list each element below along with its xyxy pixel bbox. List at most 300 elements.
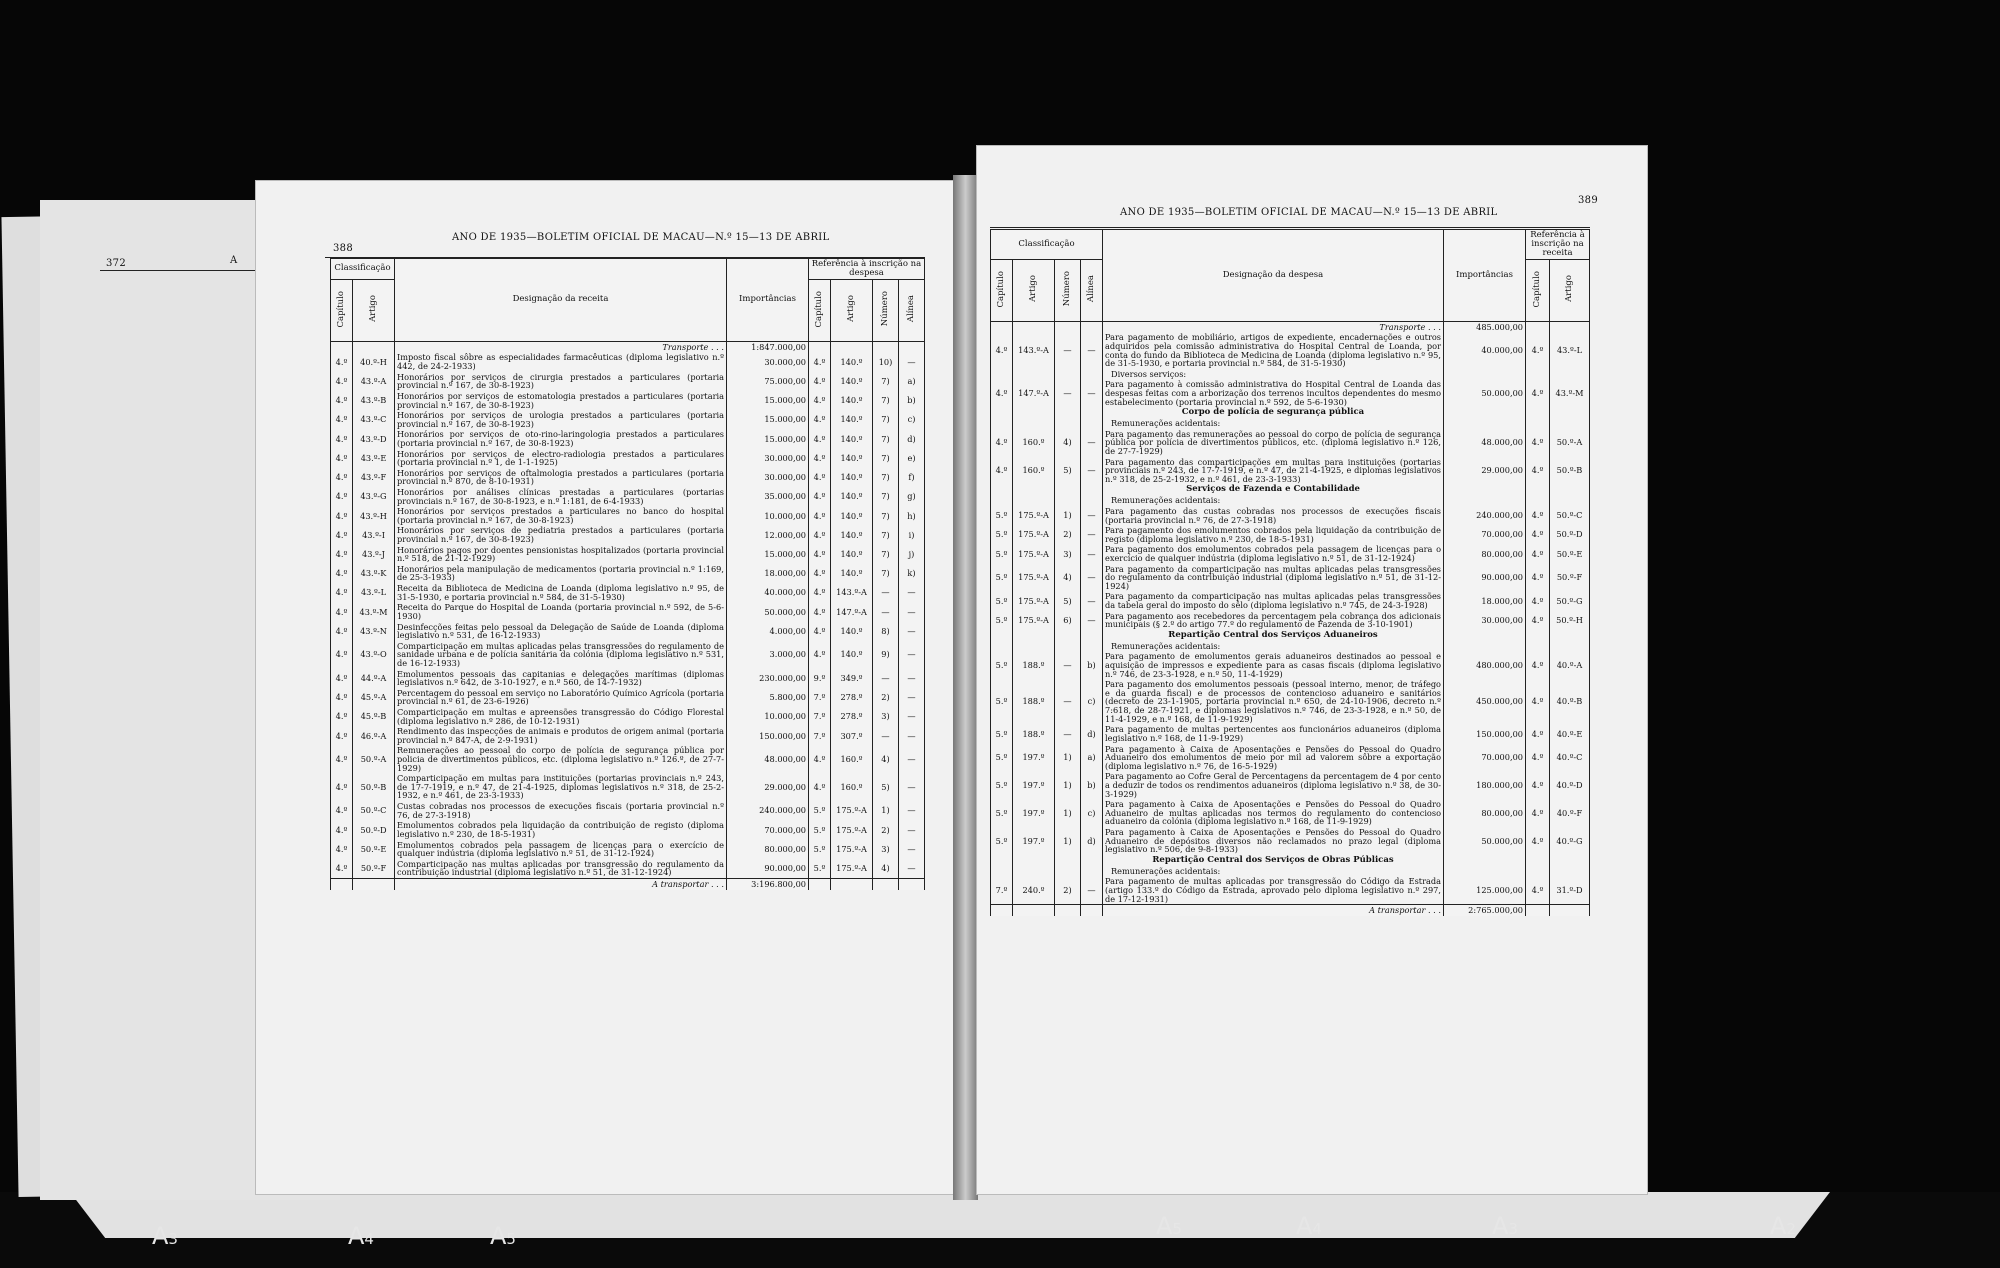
ref-artigo-cell: 307.º [831,726,873,745]
ref-numero-cell: 2) [873,820,899,839]
importancia-cell: 18.000,00 [727,564,809,583]
table-row [331,583,925,602]
col-classificacao: Classificação [991,230,1103,260]
designacao-cell: Percentagem do pessoal em serviço no Laboratório Químico Agrícola (portaria provincial n.º 61, de 23-6-1926) [395,688,727,707]
ref-artigo-cell: 50.º-A [1550,429,1590,457]
ref-artigo-cell: 40.º-G [1550,827,1590,855]
designacao-cell: Honorários por serviços de oftalmologia prestados a particulares (portaria provincial n.º 870, de 8-10-1931) [395,468,727,487]
capitulo-cell: 4.º [331,468,353,487]
artigo-cell: 188.º [1013,679,1055,724]
designacao-cell: Remunerações ao pessoal do corpo de polícia de segurança pública por policia de divertimentos públicos, etc. (diploma legislativo n.º 126.º, de 27-7-1929) [395,745,727,773]
ref-artigo-cell: 140.º [831,641,873,669]
artigo-cell: 50.º-A [353,745,395,773]
table-row [331,726,925,745]
right-page-number: 389 [1578,195,1598,206]
designacao-cell: Para pagamento das custas cobradas nos processos de execuções fiscais (portaria provincial n.º 76, de 27-3-1918) [1103,506,1444,525]
importancia-cell: 40.000,00 [1444,332,1526,368]
ref-artigo-cell: 160.º [831,745,873,773]
right-page-header: ANO DE 1935—BOLETIM OFICIAL DE MACAU—N.º 15—13 DE ABRIL [1120,207,1498,218]
table-row [331,410,925,429]
table-row [331,372,925,391]
numero-cell: — [1055,651,1081,679]
numero-cell: 1) [1055,506,1081,525]
col-designacao-receita: Designação da receita [395,259,727,342]
numero-cell: — [1055,679,1081,724]
ref-capitulo-cell: 4.º [809,372,831,391]
importancia-cell: 80.000,00 [727,840,809,859]
subheading: Remunerações acidentais: [1103,866,1444,877]
ref-artigo-cell: 31.º-D [1550,876,1590,904]
ref-artigo-cell: 40.º-E [1550,724,1590,743]
table-row [331,506,925,525]
left-page-number: 388 [333,243,353,254]
capitulo-cell: 5.º [991,744,1013,772]
col-importancias: Importâncias [1444,230,1526,322]
ref-artigo-cell: 160.º [831,773,873,801]
numero-cell: — [1055,724,1081,743]
artigo-cell: 43.º-B [353,391,395,410]
capitulo-cell: 4.º [331,391,353,410]
ref-alinea-cell: — [899,773,925,801]
importancia-cell: 29.000,00 [1444,457,1526,485]
ref-capitulo-cell: 4.º [809,545,831,564]
designacao-cell: Emolumentos cobrados pela passagem de licenças para o exercício de qualquer indústria (diploma legislativo n.º 51, de 31-12-1924) [395,840,727,859]
ref-capitulo-cell: 4.º [809,641,831,669]
ref-artigo-cell: 140.º [831,564,873,583]
ref-capitulo-cell: 4.º [809,525,831,544]
table-row [991,564,1590,592]
numero-cell: 2) [1055,525,1081,544]
ref-capitulo-cell: 4.º [1526,506,1550,525]
designacao-cell: Comparticipação em multas e apreensões transgressão do Código Florestal (diploma legislativo n.º 286, de 10-12-1931) [395,707,727,726]
ref-capitulo-cell: 4.º [809,602,831,621]
table-row [991,525,1590,544]
ref-numero-cell: — [873,583,899,602]
artigo-cell: 43.º-O [353,641,395,669]
alinea-cell: — [1081,506,1103,525]
film-marker-number: 3 [1508,1220,1518,1238]
table-row [331,688,925,707]
film-marker-number: 2 [1786,1220,1796,1238]
film-marker-number: 4 [1312,1220,1322,1238]
ref-artigo-cell: 140.º [831,487,873,506]
capitulo-cell: 5.º [991,611,1013,630]
numero-cell: — [1055,379,1081,407]
ref-capitulo-cell: 4.º [809,410,831,429]
table-row [991,591,1590,610]
left-page [255,180,955,1195]
col-capitulo: Capítulo [996,270,1007,308]
designacao-cell: Para pagamento de mobiliário, artigos de expediente, encadernações e outros adquiridos pela comissão administrativa do Hospital Central de Loanda, por conta do fundo da Biblioteca de Medicina de Loanda (diploma legislativo n.º 95, de 31-5-1930, e portaria provincial n.º 584, de 31-5-1930) [1103,332,1444,368]
ref-capitulo-cell: 4.º [1526,744,1550,772]
section-heading: Repartição Central dos Serviços Aduaneiros [1103,630,1444,641]
ref-capitulo-cell: 4.º [809,583,831,602]
ref-capitulo-cell: 4.º [1526,564,1550,592]
capitulo-cell: 4.º [331,506,353,525]
numero-cell: 5) [1055,457,1081,485]
importancia-cell: 240.000,00 [727,801,809,820]
alinea-cell: — [1081,564,1103,592]
col-ref-capitulo: Capítulo [1532,270,1543,308]
ref-numero-cell: 1) [873,801,899,820]
artigo-cell: 160.º [1013,429,1055,457]
capitulo-cell: 4.º [991,332,1013,368]
ref-artigo-cell: 140.º [831,391,873,410]
designacao-cell: Honorários por serviços de estomatologia prestados a particulares (portaria provincial n.º 167, de 30-8-1923) [395,391,727,410]
table-row [331,525,925,544]
ref-alinea-cell: — [899,707,925,726]
ref-capitulo-cell: 4.º [809,745,831,773]
ref-capitulo-cell: 7.º [809,726,831,745]
under-page-number: 372 [106,258,126,269]
ref-capitulo-cell: 5.º [809,840,831,859]
col-numero: Número [1062,271,1073,307]
film-markers-left [0,1222,1000,1262]
left-page-header: ANO DE 1935—BOLETIM OFICIAL DE MACAU—N.º 15—13 DE ABRIL [452,232,830,243]
artigo-cell: 45.º-A [353,688,395,707]
ref-artigo-cell: 40.º-F [1550,799,1590,827]
transport-label: Transporte . . . [1103,321,1444,332]
table-row [991,379,1590,407]
table-row [991,611,1590,630]
ref-alinea-cell: i) [899,525,925,544]
capitulo-cell: 4.º [331,525,353,544]
table-row [991,679,1590,724]
capitulo-cell: 4.º [991,429,1013,457]
section-heading-row [991,407,1590,418]
ref-artigo-cell: 50.º-D [1550,525,1590,544]
artigo-cell: 43.º-K [353,564,395,583]
importancia-cell: 480.000,00 [1444,651,1526,679]
ref-capitulo-cell: 4.º [809,429,831,448]
ref-artigo-cell: 175.º-A [831,840,873,859]
film-marker-letter: A [1156,1212,1173,1240]
capitulo-cell: 4.º [331,840,353,859]
designacao-cell: Desinfecções feitas pelo pessoal da Delegação de Saúde de Loanda (diploma legislativo n.º 531, de 16-12-1933) [395,622,727,641]
alinea-cell: b) [1081,651,1103,679]
numero-cell: 6) [1055,611,1081,630]
transport-row [991,321,1590,332]
col-importancias: Importâncias [727,259,809,342]
film-marker-number: 5 [1172,1220,1182,1238]
transport-value: 485.000,00 [1444,321,1526,332]
artigo-cell: 43.º-L [353,583,395,602]
capitulo-cell: 4.º [331,372,353,391]
table-row [991,544,1590,563]
artigo-cell: 188.º [1013,651,1055,679]
ref-alinea-cell: h) [899,506,925,525]
importancia-cell: 70.000,00 [1444,744,1526,772]
ref-numero-cell: 7) [873,449,899,468]
designacao-cell: Para pagamento à Caixa de Aposentações e Pensões do Pessoal do Quadro Aduaneiro de depósitos diversos não reclamados no prazo legal (diploma legislativo n.º 506, de 9-8-1933) [1103,827,1444,855]
numero-cell: 3) [1055,544,1081,563]
subheading-row [991,495,1590,506]
ref-alinea-cell: f) [899,468,925,487]
alinea-cell: — [1081,429,1103,457]
importancia-cell: 75.000,00 [727,372,809,391]
ref-capitulo-cell: 4.º [809,506,831,525]
ref-capitulo-cell: 4.º [1526,679,1550,724]
ref-numero-cell: 7) [873,468,899,487]
section-heading-row [991,855,1590,866]
ref-artigo-cell: 278.º [831,707,873,726]
importancia-cell: 5.800,00 [727,688,809,707]
ref-alinea-cell: k) [899,564,925,583]
ref-numero-cell: 7) [873,487,899,506]
ref-capitulo-cell: 9.º [809,669,831,688]
ref-capitulo-cell: 5.º [809,801,831,820]
table-row [331,745,925,773]
table-row [991,429,1590,457]
capitulo-cell: 4.º [331,583,353,602]
alinea-cell: c) [1081,679,1103,724]
capitulo-cell: 4.º [331,352,353,371]
capitulo-cell: 4.º [331,602,353,621]
table-row [331,352,925,371]
numero-cell: 4) [1055,564,1081,592]
ref-numero-cell: — [873,602,899,621]
ref-artigo-cell: 40.º-A [1550,651,1590,679]
table-row [331,449,925,468]
importancia-cell: 10.000,00 [727,707,809,726]
ref-capitulo-cell: 4.º [809,773,831,801]
col-classificacao: Classificação [331,259,395,280]
ref-capitulo-cell: 7.º [809,688,831,707]
table-row [991,457,1590,485]
capitulo-cell: 5.º [991,544,1013,563]
table-row [331,391,925,410]
col-referencia-receita: Referência à inscrição na receita [1526,230,1590,260]
ref-artigo-cell: 175.º-A [831,820,873,839]
importancia-cell: 180.000,00 [1444,771,1526,799]
table-row [331,707,925,726]
importancia-cell: 48.000,00 [727,745,809,773]
carry-forward-label: A transportar . . . [395,878,727,889]
ref-artigo-cell: 43.º-L [1550,332,1590,368]
table-row [331,468,925,487]
capitulo-cell: 4.º [331,410,353,429]
ref-numero-cell: 7) [873,391,899,410]
importancia-cell: 4.000,00 [727,622,809,641]
col-ref-numero: Número [880,291,891,327]
ref-capitulo-cell: 4.º [1526,525,1550,544]
numero-cell: 5) [1055,591,1081,610]
designacao-cell: Para pagamento de multas pertencentes aos funcionários aduaneiros (diploma legislativo n.º 168, de 11-9-1929) [1103,724,1444,743]
artigo-cell: 175.º-A [1013,544,1055,563]
table-row [991,651,1590,679]
artigo-cell: 50.º-B [353,773,395,801]
ref-artigo-cell: 140.º [831,410,873,429]
ref-artigo-cell: 40.º-D [1550,771,1590,799]
artigo-cell: 43.º-C [353,410,395,429]
ref-capitulo-cell: 4.º [1526,771,1550,799]
film-marker-number: 4 [364,1230,374,1248]
importancia-cell: 40.000,00 [727,583,809,602]
importancia-cell: 15.000,00 [727,429,809,448]
col-ref-artigo: Artigo [1564,275,1575,303]
capitulo-cell: 4.º [331,641,353,669]
ref-numero-cell: 7) [873,429,899,448]
ref-artigo-cell: 50.º-B [1550,457,1590,485]
col-ref-alinea: Alínea [906,295,917,323]
artigo-cell: 188.º [1013,724,1055,743]
film-marker-letter: A [152,1222,169,1250]
importancia-cell: 150.000,00 [727,726,809,745]
designacao-cell: Para pagamento de emolumentos gerais aduaneiros destinados ao pessoal e aquisição de impressos e expediente para as casas fiscais (diploma legislativo n.º 746, de 23-3-1928, e n.º 50, 11-4-1929) [1103,651,1444,679]
importancia-cell: 30.000,00 [727,468,809,487]
capitulo-cell: 4.º [331,859,353,879]
importancia-cell: 15.000,00 [727,391,809,410]
film-marker-number: 5 [506,1230,516,1248]
table-row [991,724,1590,743]
capitulo-cell: 4.º [991,457,1013,485]
film-markers-right [1000,1212,2000,1252]
table-row [991,876,1590,904]
importancia-cell: 450.000,00 [1444,679,1526,724]
artigo-cell: 43.º-A [353,372,395,391]
ref-numero-cell: 7) [873,525,899,544]
film-marker-letter: A [1296,1212,1313,1240]
importancia-cell: 15.000,00 [727,410,809,429]
artigo-cell: 44.º-A [353,669,395,688]
ref-capitulo-cell: 4.º [1526,799,1550,827]
ref-alinea-cell: — [899,641,925,669]
ref-numero-cell: 4) [873,745,899,773]
ref-capitulo-cell: 7.º [809,707,831,726]
ref-capitulo-cell: 4.º [1526,379,1550,407]
ref-capitulo-cell: 4.º [1526,429,1550,457]
ref-artigo-cell: 50.º-H [1550,611,1590,630]
designacao-cell: Para pagamento dos emolumentos pessoais (pessoal interno, menor, de tráfego e da guarda fiscal) e de processos de contencioso aduaneiro e sanitários (decreto de 23-1-1905, portaria provincial n.º 650, de 24-10-1906, decreto n.º 7:618, de 28-7-1921, e diplomas legislativos n.º 746, de 23-3-1928, e n.º 50, de 11-4-1929, e n.º 168, de 11-9-1929) [1103,679,1444,724]
expenses-table [990,229,1590,916]
ref-alinea-cell: — [899,820,925,839]
designacao-cell: Honorários por serviços de urologia prestados a particulares (portaria provincial n.º 167, de 30-8-1923) [395,410,727,429]
film-marker [1156,1212,1182,1240]
capitulo-cell: 4.º [331,669,353,688]
designacao-cell: Comparticipação em multas para instituições (portarias provinciais n.º 243, de 17-7-1919, e n.º 47, de 21-4-1925, diplomas legislativos n.º 318, de 25-2-1932, e n.º 461, de 23-3-1933) [395,773,727,801]
subheading: Remunerações acidentais: [1103,418,1444,429]
ref-alinea-cell: e) [899,449,925,468]
artigo-cell: 240.º [1013,876,1055,904]
ref-artigo-cell: 140.º [831,525,873,544]
film-marker [1296,1212,1322,1240]
artigo-cell: 197.º [1013,799,1055,827]
capitulo-cell: 4.º [331,726,353,745]
importancia-cell: 50.000,00 [1444,379,1526,407]
ref-artigo-cell: 50.º-E [1550,544,1590,563]
table-row [331,773,925,801]
carry-forward-label: A transportar . . . [1103,905,1444,916]
col-referencia-despesa: Referência à inscrição na despesa [809,259,925,280]
ref-alinea-cell: — [899,602,925,621]
artigo-cell: 43.º-I [353,525,395,544]
film-marker [1770,1212,1796,1240]
ref-alinea-cell: — [899,669,925,688]
designacao-cell: Honorários pela manipulação de medicamentos (portaria provincial n.º 1:169, de 25-3-1933) [395,564,727,583]
film-marker-number: 3 [168,1230,178,1248]
designacao-cell: Receita do Parque do Hospital de Loanda (portaria provincial n.º 592, de 5-6-1930) [395,602,727,621]
table-row [331,487,925,506]
importancia-cell: 50.000,00 [727,602,809,621]
alinea-cell: — [1081,544,1103,563]
designacao-cell: Para pagamento dos emolumentos cobrados pela passagem de licenças para o exercício de qualquer indústria (diploma legislativo n.º 51, de 31-12-1924) [1103,544,1444,563]
transport-label: Transporte . . . [395,341,727,352]
ref-artigo-cell: 175.º-A [831,859,873,879]
transport-value: 1:847.000,00 [727,341,809,352]
ref-capitulo-cell: 4.º [809,564,831,583]
table-row [331,545,925,564]
table-row [331,429,925,448]
section-heading-row [991,630,1590,641]
alinea-cell: — [1081,591,1103,610]
importancia-cell: 3.000,00 [727,641,809,669]
ref-numero-cell: 3) [873,840,899,859]
designacao-cell: Receita da Biblioteca de Medicina de Loanda (diploma legislativo n.º 95, de 31-5-1930, e portaria provincial n.º 584, de 31-5-1930) [395,583,727,602]
numero-cell: 1) [1055,799,1081,827]
section-heading: Corpo de polícia de segurança pública [1103,407,1444,418]
artigo-cell: 197.º [1013,771,1055,799]
capitulo-cell: 5.º [991,827,1013,855]
importancia-cell: 30.000,00 [727,352,809,371]
ref-capitulo-cell: 4.º [809,622,831,641]
ref-numero-cell: — [873,726,899,745]
ref-numero-cell: 7) [873,372,899,391]
col-artigo: Artigo [1028,275,1039,303]
artigo-cell: 43.º-N [353,622,395,641]
col-alinea: Alínea [1086,275,1097,303]
ref-capitulo-cell: 5.º [809,820,831,839]
subheading-row [991,866,1590,877]
ref-capitulo-cell: 5.º [809,859,831,879]
film-marker-letter: A [1492,1212,1509,1240]
film-marker-letter: A [1770,1212,1787,1240]
ref-alinea-cell: — [899,622,925,641]
capitulo-cell: 4.º [331,622,353,641]
ref-alinea-cell: c) [899,410,925,429]
page-gutter [953,175,978,1200]
subheading: Remunerações acidentais: [1103,641,1444,652]
ref-alinea-cell: g) [899,487,925,506]
ref-artigo-cell: 43.º-M [1550,379,1590,407]
designacao-cell: Honorários por análises clínicas prestadas a particulares (portarias provinciais n.º 167, de 30-8-1923, e n.º 1:181, de 6-4-1933) [395,487,727,506]
ref-numero-cell: 8) [873,622,899,641]
importancia-cell: 80.000,00 [1444,799,1526,827]
ref-artigo-cell: 140.º [831,622,873,641]
importancia-cell: 70.000,00 [727,820,809,839]
designacao-cell: Para pagamento à Caixa de Aposentações e Pensões do Pessoal do Quadro Aduaneiro dos emolumentos de meio por mil ad valorem sôbre a exportação (diploma legislativo n.º 76, de 16-5-1929) [1103,744,1444,772]
subheading-row [991,641,1590,652]
numero-cell: 1) [1055,744,1081,772]
importancia-cell: 70.000,00 [1444,525,1526,544]
numero-cell: 1) [1055,827,1081,855]
alinea-cell: b) [1081,771,1103,799]
ref-alinea-cell: — [899,583,925,602]
capitulo-cell: 5.º [991,799,1013,827]
artigo-cell: 43.º-M [353,602,395,621]
capitulo-cell: 7.º [991,876,1013,904]
artigo-cell: 175.º-A [1013,591,1055,610]
artigo-cell: 175.º-A [1013,611,1055,630]
col-capitulo: Capítulo [336,290,347,328]
ref-alinea-cell: — [899,745,925,773]
ref-capitulo-cell: 4.º [1526,591,1550,610]
artigo-cell: 50.º-E [353,840,395,859]
artigo-cell: 175.º-A [1013,506,1055,525]
designacao-cell: Para pagamento da comparticipação nas multas aplicadas pelas transgressões da tabela geral do imposto do sêlo (diploma legislativo n.º 745, de 24-3-1928) [1103,591,1444,610]
table-row [331,622,925,641]
alinea-cell: d) [1081,724,1103,743]
ref-numero-cell: 10) [873,352,899,371]
